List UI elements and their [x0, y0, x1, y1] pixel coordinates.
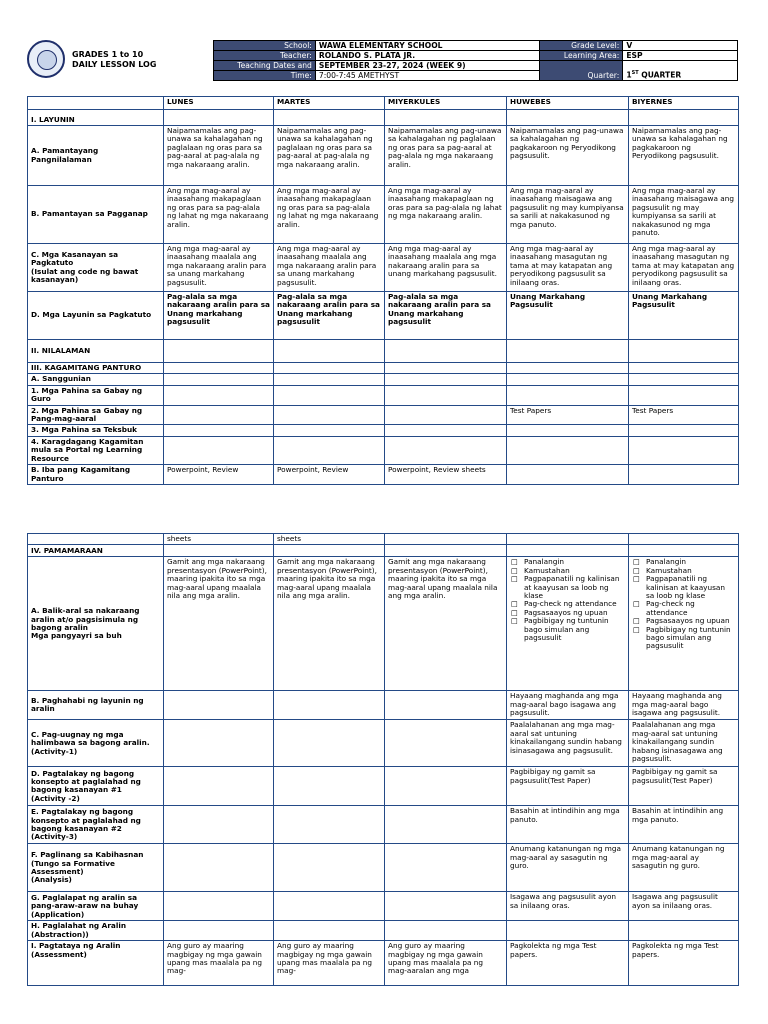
lesson-log-table-2 [27, 533, 739, 986]
checklist-item: □ Pagpapanatili ng kalinisan at kaayusan sa loob ng klase [646, 575, 735, 600]
header-info-table [213, 40, 738, 81]
cell: Basahin at intindihin ang mga panuto. [629, 806, 739, 844]
table-row [28, 292, 739, 340]
table-row [28, 436, 739, 464]
cell: Naipamamalas ang pag-unawa sa kahalagahan ng pagkakaroon ng Peryodikong pagsusulit. [629, 126, 739, 186]
cell: Anumang katanungan ng mga mag-aaral ay sasagutin ng guro. [629, 844, 739, 892]
cell: Basahin at intindihin ang mga panuto. [507, 806, 629, 844]
table-row [28, 806, 739, 844]
table-row [28, 244, 739, 292]
time-value: 7:00-7:45 AMETHYST [315, 71, 540, 81]
row-label: 3. Mga Pahina sa Teksbuk [28, 425, 164, 436]
cell: Isagawa ang pagsusulit ayon sa inilaang oras. [629, 892, 739, 921]
table-row [28, 557, 739, 691]
row-label: 4. Karagdagang Kagamitan mula sa Portal ng Learning Resource [28, 436, 164, 464]
day-header: MARTES [274, 97, 385, 110]
cell: Ang mga mag-aaral ay inaasahang maisagawa ang pagsusulit ng may kumpiyansa sa sarili at nakakasunod ng mga panuto. [507, 186, 629, 244]
table-row [28, 941, 739, 986]
school-label: School: [214, 41, 316, 51]
cell: Pag-alala sa mga nakaraang aralin para sa Unang markahang pagsusulit [164, 292, 274, 340]
days-header-row [28, 97, 739, 110]
cell: Powerpoint, Review sheets [385, 465, 507, 485]
cell: Unang Markahang Pagsusulit [629, 292, 739, 340]
area-label: Learning Area: [540, 51, 623, 61]
grade-value: V [623, 41, 738, 51]
cell: Pagkolekta ng mga Test papers. [629, 941, 739, 986]
day-header: HUWEBES [507, 97, 629, 110]
cell: Ang mga mag-aaral ay inaasahang maalala ang mga nakaraang aralin para sa unang markahang pagsusulit. [164, 244, 274, 292]
cell: Test Papers [507, 405, 629, 425]
table-row [28, 126, 739, 186]
checklist-item: □ Pagpapanatili ng kalinisan at kaayusan sa loob ng klase [524, 575, 625, 600]
checklist-item: □ Pag-check ng attendance [646, 600, 735, 617]
header [27, 40, 738, 82]
cell: Unang Markahang Pagsusulit [507, 292, 629, 340]
cell: Ang mga mag-aaral ay inaasahang maalala ang mga nakaraang aralin para sa unang markahang pagsusulit. [274, 244, 385, 292]
section-pamamaraan: IV. PAMAMARAAN [28, 545, 164, 557]
checklist-item: □ Pagsasaayos ng upuan [524, 609, 625, 617]
row-label: C. Mga Kasanayan sa Pagkatuto (Isulat ang code ng bawat kasanayan) [28, 244, 164, 292]
cell: Paalalahanan ang mga mag-aaral sat untuning kinakailangang sundin habang isinasagawa ang pagsusulit. [629, 720, 739, 767]
section-row [28, 340, 739, 363]
cell: Ang guro ay maaring magbigay ng mga gawain upang mas maalala pa ng mag- [164, 941, 274, 986]
cell: Ang mga mag-aaral ay inaasahang maalala ang mga nakaraang aralin para sa unang markahang pagsusulit. [385, 244, 507, 292]
checklist-item: □ Kamustahan [524, 567, 625, 575]
row-label: 1. Mga Pahina sa Gabay ng Guro [28, 385, 164, 405]
grade-label: Grade Level: [540, 41, 623, 51]
cell: Paalalahanan ang mga mag-aaral sat untuning kinakailangang sundin habang isinasagawa ang pagsusulit. [507, 720, 629, 767]
section-row [28, 545, 739, 557]
dates-value: SEPTEMBER 23-27, 2024 (WEEK 9) [315, 61, 540, 71]
area-value: ESP [623, 51, 738, 61]
row-label: A. Balik-aral sa nakaraang aralin at/o pagsisimula ng bagong aralin Mga pangyayri sa buh [28, 557, 164, 691]
table-row [28, 844, 739, 892]
checklist-item: □ Kamustahan [646, 567, 735, 575]
cell: Ang guro ay maaring magbigay ng mga gawain upang mas maalala pa ng mag-aaralan ang mga [385, 941, 507, 986]
section-kagamitan: III. KAGAMITANG PANTURO [28, 363, 164, 374]
checklist-item: □ Pag-check ng attendance [524, 600, 625, 608]
row-label: B. Iba pang Kagamitang Panturo [28, 465, 164, 485]
lesson-log-table-1 [27, 96, 739, 485]
cell: sheets [274, 534, 385, 545]
table-row [28, 921, 739, 941]
checklist-item: □ Panalangin [646, 558, 735, 566]
cell: Test Papers [629, 405, 739, 425]
school-value: WAWA ELEMENTARY SCHOOL [315, 41, 540, 51]
table-row [28, 534, 739, 545]
cell: Ang mga mag-aaral ay inaasahang makapaglaan ng oras para sa pag-alala ng lahat ng mga nakaraang aralin. [274, 186, 385, 244]
row-label: E. Pagtalakay ng bagong konsepto at paglalahad ng bagong kasanayan #2 (Activity-3) [28, 806, 164, 844]
table-row [28, 425, 739, 436]
cell: Powerpoint, Review [274, 465, 385, 485]
cell: Isagawa ang pagsusulit ayon sa inilaang oras. [507, 892, 629, 921]
deped-seal-logo [27, 40, 65, 78]
row-label: 2. Mga Pahina sa Gabay ng Pang-mag-aaral [28, 405, 164, 425]
cell: Pagkolekta ng mga Test papers. [507, 941, 629, 986]
day-header: BIYERNES [629, 97, 739, 110]
day-header: MIYERKULES [385, 97, 507, 110]
row-label: A. Pamantayang Pangnilalaman [28, 126, 164, 186]
cell: Pag-alala sa mga nakaraang aralin para sa Unang markahang pagsusulit [385, 292, 507, 340]
section-nilalaman: II. NILALAMAN [28, 340, 164, 363]
checklist-item: □ Pagsasaayos ng upuan [646, 617, 735, 625]
table-row [28, 892, 739, 921]
table-row [28, 691, 739, 720]
table-row [28, 720, 739, 767]
cell: Naipamamalas ang pag-unawa sa kahalagahan ng paglalaan ng oras para sa pag-aaral at pag-alala ng mga nakaraang aralin. [164, 126, 274, 186]
cell: Gamit ang mga nakaraang presentasyon (PowerPoint), maaring ipakita ito sa mga mag-aaral upang maalala nila ang mga aralin. [385, 557, 507, 691]
cell: Ang mga mag-aaral ay inaasahang masagutan ng tama at may katapatan ang peryodikong pagsusulit sa inilaang oras. [629, 244, 739, 292]
section-layunin: I. LAYUNIN [28, 110, 164, 126]
dll-title: GRADES 1 to 10 DAILY LESSON LOG [72, 50, 157, 69]
cell: Gamit ang mga nakaraang presentasyon (PowerPoint), maaring ipakita ito sa mga mag-aaral upang maalala nila ang mga aralin. [274, 557, 385, 691]
table-row [28, 767, 739, 806]
cell: Ang mga mag-aaral ay inaasahang makapaglaan ng oras para sa pag-alala ng lahat ng mga nakaraang aralin. [164, 186, 274, 244]
teacher-label: Teacher: [214, 51, 316, 61]
row-label: B. Pamantayan sa Pagganap [28, 186, 164, 244]
row-label: I. Pagtataya ng Aralin (Assessment) [28, 941, 164, 986]
checklist-item: □ Pagbibigay ng tuntunin bago simulan ang pagsusulit [524, 617, 625, 642]
time-label: Time: [214, 71, 316, 81]
cell: Naipamamalas ang pag-unawa sa kahalagahan ng pagkakaroon ng Peryodikong pagsusulit. [507, 126, 629, 186]
cell: Pag-alala sa mga nakaraang aralin para sa Unang markahang pagsusulit [274, 292, 385, 340]
row-label: C. Pag-uugnay ng mga halimbawa sa bagong aralin. (Activity-1) [28, 720, 164, 767]
cell: Hayaang maghanda ang mga mag-aaral bago isagawa ang pagsusulit. [629, 691, 739, 720]
table-row [28, 465, 739, 485]
row-label: D. Pagtalakay ng bagong konsepto at paglalahad ng bagong kasanayan #1 (Activity -2) [28, 767, 164, 806]
quarter-label: Quarter: [540, 61, 623, 81]
section-row [28, 110, 739, 126]
cell: Ang mga mag-aaral ay inaasahang masagutan ng tama at may katapatan ang peryodikong pagsusulit sa inilaang oras. [507, 244, 629, 292]
cell: Ang mga mag-aaral ay inaasahang maisagawa ang pagsusulit ng may kumpiyansa sa sarili at nakakasunod ng mga panuto. [629, 186, 739, 244]
table-row [28, 405, 739, 425]
row-label: A. Sanggunian [28, 374, 164, 385]
cell: Ang mga mag-aaral ay inaasahang makapaglaan ng oras para sa pag-alala ng lahat ng mga nakaraang aralin. [385, 186, 507, 244]
cell: Pagbibigay ng gamit sa pagsusulit(Test Paper) [507, 767, 629, 806]
table-row [28, 374, 739, 385]
cell: Powerpoint, Review [164, 465, 274, 485]
cell: Naipamamalas ang pag-unawa sa kahalagahan ng paglalaan ng oras para sa pag-aaral at pag-alala ng mga nakaraang aralin. [385, 126, 507, 186]
section-row [28, 363, 739, 374]
row-label: B. Paghahabi ng layunin ng aralin [28, 691, 164, 720]
checklist-cell [629, 557, 739, 691]
row-label: F. Paglinang sa Kabihasnan (Tungo sa Formative Assessment) (Analysis) [28, 844, 164, 892]
cell: Ang guro ay maaring magbigay ng mga gawain upang mas maalala pa ng mag- [274, 941, 385, 986]
row-label: D. Mga Layunin sa Pagkatuto [28, 292, 164, 340]
cell: Gamit ang mga nakaraang presentasyon (PowerPoint), maaring ipakita ito sa mga mag-aaral upang maalala nila ang mga aralin. [164, 557, 274, 691]
dates-label: Teaching Dates and [214, 61, 316, 71]
teacher-value: ROLANDO S. PLATA JR. [315, 51, 540, 61]
table-row [28, 186, 739, 244]
row-label: H. Paglalahat ng Aralin (Abstraction)) [28, 921, 164, 941]
checklist-item: □ Panalangin [524, 558, 625, 566]
quarter-value: 1ST QUARTER [623, 61, 738, 81]
day-header: LUNES [164, 97, 274, 110]
cell: Hayaang maghanda ang mga mag-aaral bago isagawa ang pagsusulit. [507, 691, 629, 720]
cell: Naipamamalas ang pag-unawa sa kahalagahan ng paglalaan ng oras para sa pag-aaral at pag-alala ng mga nakaraang aralin. [274, 126, 385, 186]
cell: Anumang katanungan ng mga mag-aaral ay sasagutin ng guro. [507, 844, 629, 892]
row-label: G. Paglalapat ng aralin sa pang-araw-araw na buhay (Application) [28, 892, 164, 921]
checklist-item: □ Pagbibigay ng tuntunin bago simulan ang pagsusulit [646, 626, 735, 651]
table-row [28, 385, 739, 405]
cell: sheets [164, 534, 274, 545]
cell: Pagbibigay ng gamit sa pagsusulit(Test Paper) [629, 767, 739, 806]
checklist-cell [507, 557, 629, 691]
